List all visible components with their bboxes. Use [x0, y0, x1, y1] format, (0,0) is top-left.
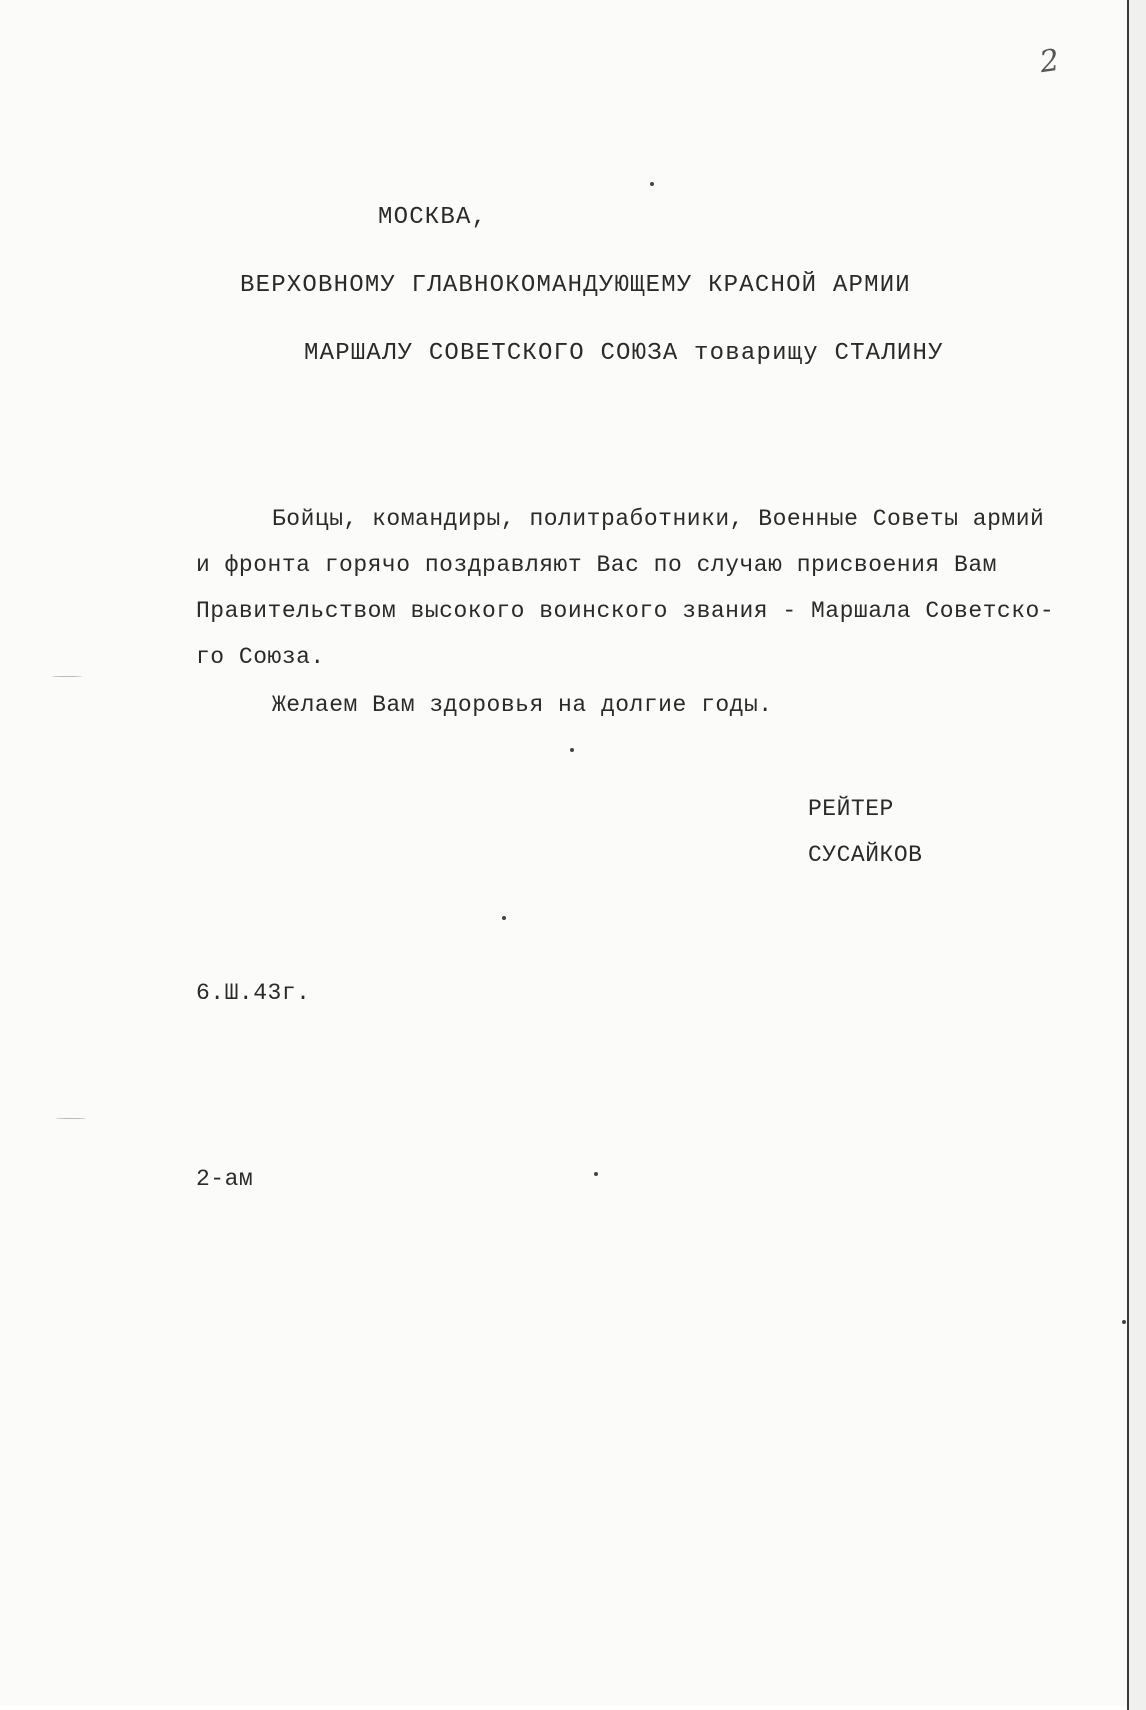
body-paragraph-2: Желаем Вам здоровья на долгие годы. — [272, 692, 773, 718]
paper-mark — [56, 1118, 86, 1119]
paper-speck — [594, 1172, 598, 1176]
paper-speck — [650, 182, 654, 186]
page-edge-line — [1127, 0, 1129, 1710]
paper-speck — [570, 748, 574, 752]
paper-mark — [52, 676, 82, 677]
body-paragraph-1-line-3: Правительством высокого воинского звания - Маршала Советско- — [196, 598, 1055, 624]
paper-speck — [1122, 1320, 1126, 1324]
signature-2: СУСАЙКОВ — [808, 842, 923, 868]
page-number: 2 — [1037, 42, 1062, 81]
body-paragraph-1-line-2: и фронта горячо поздравляют Вас по случаю присвоения Вам — [196, 552, 997, 578]
paper-speck — [502, 916, 506, 920]
body-paragraph-1-line-4: го Союза. — [196, 644, 325, 670]
address-line-2: МАРШАЛУ СОВЕТСКОГО СОЮЗА товарищу СТАЛИНУ — [304, 340, 944, 367]
signature-1: РЕЙТЕР — [808, 796, 894, 822]
address-city: МОСКВА, — [378, 204, 488, 231]
page-edge — [1128, 0, 1146, 1710]
document-reference: 2-ам — [196, 1166, 254, 1192]
body-paragraph-1-line-1: Бойцы, командиры, политработники, Военные Советы армий — [272, 506, 1045, 532]
address-line-1: ВЕРХОВНОМУ ГЛАВНОКОМАНДУЮЩЕМУ КРАСНОЙ АРМИИ — [240, 272, 911, 299]
document-date: 6.Ш.43г. — [196, 980, 311, 1006]
